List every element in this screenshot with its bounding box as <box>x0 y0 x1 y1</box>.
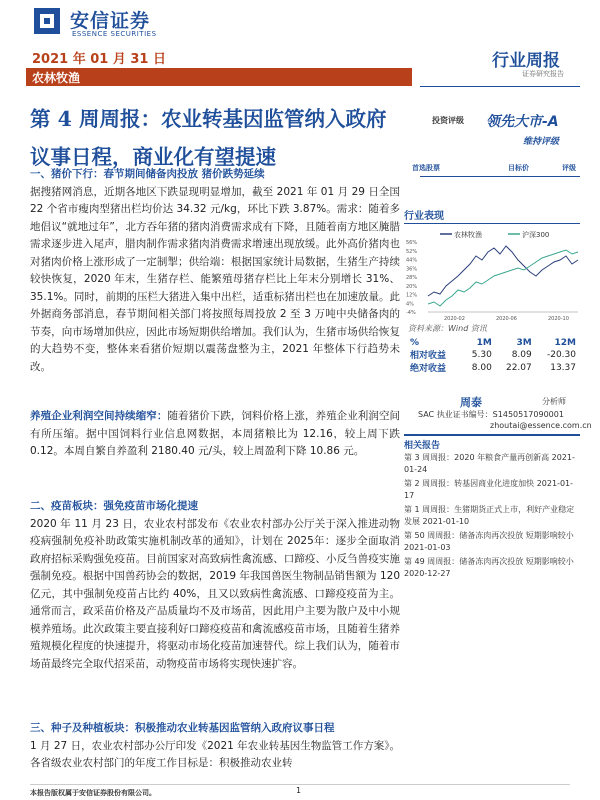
section-text: 1 月 27 日，农业农村部办公厅印发《2021 年农业转基因生物监管工作方案》。各省级农业农村部门的年度工作目标是：积极推动农业转 <box>30 739 400 769</box>
report-title: 第 4 周周报：农业转基因监管纳入政府议事日程，商业化有望提速 <box>30 107 387 169</box>
footer-disclaimer: 本报告版权属于安信证券股份有限公司。 <box>30 789 156 797</box>
col-header: % <box>410 338 420 348</box>
section-1 <box>30 166 400 376</box>
section-3 <box>30 720 400 773</box>
section-text: 随着猪价下跌，饲料价格上涨，养殖企业利润空间有所压缩。据中国饲料行业信息网数据，本周猪粮比为 12.16，较上周下跌 0.12。本周自繁自养盈利 2180.40 元/头，较上周盈利下降 10.86 元。 <box>30 410 401 457</box>
related-item[interactable]: 第 3 周周报：2020 年粮食产量再创新高 2021-01-24 <box>404 453 575 474</box>
section-heading-bold: 强免疫苗市场化提速 <box>103 500 198 512</box>
y-tick-label: 44% <box>406 257 418 264</box>
related-title: 相关报告 <box>404 441 441 451</box>
rating-value: 领先大市-A <box>486 114 559 130</box>
row-label: 绝对收益 <box>410 364 447 374</box>
series-line-csi300 <box>428 250 578 306</box>
y-axis <box>406 240 417 316</box>
section-2 <box>30 498 400 673</box>
logo-icon <box>32 6 62 36</box>
section-heading-bold: 积极推动农业转基因监管纳入政府议事日程 <box>135 722 335 734</box>
related-item[interactable]: 第 49 周周报：储备冻肉再次投放 短期影响较小 2020-12-27 <box>404 557 574 578</box>
col-target: 目标价 <box>508 164 529 172</box>
section-heading-bold: 春节期间储备肉投放 猪价跌势延续 <box>103 168 265 180</box>
table-row <box>408 348 578 361</box>
col-rating: 评级 <box>562 164 576 172</box>
y-tick-label: 12% <box>406 292 418 299</box>
legend-sector: 农林牧渔 <box>454 231 482 239</box>
page-number: 1 <box>296 786 302 795</box>
legend-csi300: 沪深300 <box>522 231 550 239</box>
table-row <box>408 361 578 374</box>
divider <box>420 176 580 177</box>
report-type: 行业周报 <box>492 51 560 71</box>
rating-label: 投资评级 <box>432 116 464 125</box>
brand-name-en: ESSENCE SECURITIES <box>72 30 157 38</box>
report-type-sub: 证券研究报告 <box>522 70 564 78</box>
section-heading-bold: 养殖企业利润空间持续缩窄： <box>30 410 168 422</box>
table-header-row <box>408 338 578 348</box>
y-tick-label: 4% <box>406 301 414 308</box>
col-stock: 首选股票 <box>412 164 440 172</box>
section-text: 据搜猪网消息，近期各地区下跌显现明显增加，截至 2021 年 01 月 29 日全国 22 个省市瘦肉型猪出栏均价达 34.32 元/kg，环比下跌 3.87%。需求：随着多地倡议“就地过年”，北方吞年猪的猪肉消费需求成有下降，且随着南方地区腌腊需求逐步进入尾声，腊肉制作需求猪肉消费需求增速出现放缓。此外高价猪肉也对猪肉价格上涨形成了一定制掣；供给端：根据国家统计局数据，生猪生产持续较快恢复，2020 年末，生猪存栏、能繁殖母猪存栏比上年末分别增长 31%、35.1%。同时，前期的压栏大猪进入集中出栏，适重标猪出栏也在加速放量。此外据商务部消息，春节期间相关部门将按照每周投放 2 至 3 万吨中央储备肉的节奏，向市场增加供应，因此市场短期供给增加。我们认为，生猪市场供给恢复的大趋势不变，整体来看猪价短期以震荡盘整为主，2021 年整体下行趋势未改。 <box>30 185 400 373</box>
table-cell: 22.07 <box>505 362 532 373</box>
analyst-sac: SAC 执业证书编号：S1450517090001 <box>418 410 564 419</box>
related-list <box>404 452 582 582</box>
y-tick-label: 20% <box>406 283 418 290</box>
table-cell: 5.30 <box>471 349 492 360</box>
table-cell: 8.09 <box>511 349 532 360</box>
related-item[interactable]: 第 1 周周报：生猪期货正式上市，利好产业稳定发展 2021-01-10 <box>404 505 575 526</box>
row-label: 相对收益 <box>410 351 447 361</box>
divider <box>404 223 580 224</box>
divider <box>404 434 580 436</box>
section-heading: 三、种子及种植板块： <box>30 722 135 734</box>
analyst-email[interactable]: zhoutai@essence.com.cn <box>490 421 592 430</box>
col-header: 12M <box>554 338 576 348</box>
y-tick-label: -4% <box>406 310 416 316</box>
related-item[interactable]: 第 2 周周报：转基因商业化进度加快 2021-01-17 <box>404 479 574 500</box>
table-cell: 13.37 <box>550 362 576 373</box>
performance-chart <box>404 226 582 322</box>
col-header: 1M <box>476 338 492 348</box>
y-tick-label: 36% <box>406 266 418 273</box>
col-header: 3M <box>516 338 532 348</box>
divider <box>420 86 580 87</box>
chart-source: 资料来源：Wind 资讯 <box>408 324 487 333</box>
rating-sub: 维持评级 <box>523 137 560 147</box>
x-tick-label: 2020-10 <box>548 316 569 322</box>
y-tick-label: 52% <box>406 248 418 255</box>
section-heading: 二、疫苗板块： <box>30 500 104 512</box>
section-heading: 一、猪价下行： <box>30 168 104 180</box>
table-cell: 8.00 <box>471 362 492 373</box>
x-tick-label: 2020-02 <box>444 316 465 322</box>
section-1b <box>30 408 400 461</box>
sector-label: 农林牧渔 <box>32 71 81 85</box>
table-cell: -20.30 <box>546 349 576 360</box>
performance-table <box>408 338 578 374</box>
report-date: 2021 年 01 月 31 日 <box>32 52 166 67</box>
analyst-role: 分析师 <box>542 397 566 406</box>
sector-bar <box>26 68 412 86</box>
section-text: 2020 年 11 月 23 日，农业农村部发布《农业农村部办公厅关于深入推进动物疫病强制免疫补助政策实施机制改革的通知》，计划在 2025年：逐步全面取消政府招标采购强免疫苗。目前国家对高致病性禽流感、口蹄疫、小反刍兽疫实施强制免疫。根据中国兽药协会的数据，2019 年我国兽医生物制品销售额为 120 亿元，其中强制免疫苗占比约 40%，且又以致病性禽流感、口蹄疫疫苗为主。通常而言，政采苗价格及产品质量均不及市场苗，因此用户主要为散户及中小规模养殖场。此次政策主要直接利好口蹄疫疫苗和禽流感疫苗市场，且随着生猪养殖规模化程度的快速提升，将驱动市场化疫苗加速替代。综上我们认为，随着市场苗最终完全取代招采苗，动物疫苗市场将实现快速扩容。 <box>30 517 400 670</box>
related-item[interactable]: 第 50 周周报：储备冻肉再次投放 短期影响较小 2021-01-03 <box>404 531 574 552</box>
legend <box>440 230 549 239</box>
x-axis <box>444 316 569 322</box>
analyst-name: 周泰 <box>460 396 482 409</box>
brand-name: 安信证券 <box>70 10 151 32</box>
performance-title: 行业表现 <box>404 211 444 222</box>
y-tick-label: 28% <box>406 275 418 281</box>
footer-divider <box>30 784 570 785</box>
x-tick-label: 2020-06 <box>496 316 517 322</box>
y-tick-label: 56% <box>406 240 418 246</box>
